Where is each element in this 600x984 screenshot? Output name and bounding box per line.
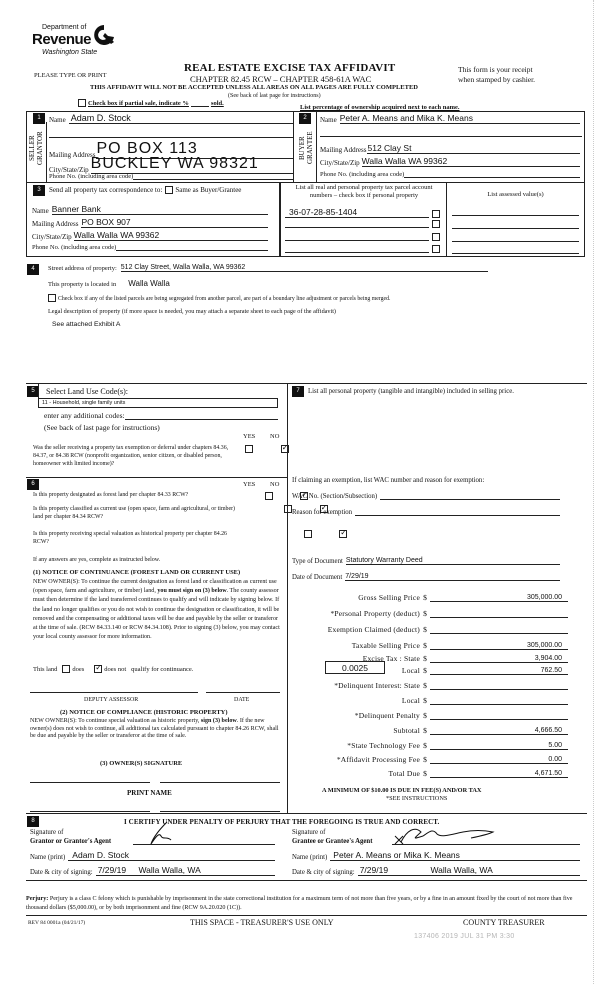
buyer-phone-field[interactable] [404, 170, 580, 178]
form-title: REAL ESTATE EXCISE TAX AFFIDAVIT [184, 62, 396, 74]
land-use-select[interactable]: 11 - Household, single family units [38, 398, 278, 408]
section-8-top-border [26, 813, 587, 814]
excise-tax-state-field[interactable]: 3,904.00 [430, 655, 568, 663]
perjury-notice: Perjury: Perjury is a class C felony which is punishable by imprisonment in the state correctional institution for a maximum term of not more than five years, or by a fine in an amount fixed by the court of not more than five thousand dollars ($5,000.00), or by both imprisonment and fine (RCW 9A.20.020 (1C)). [26, 896, 573, 911]
seller-name-field[interactable]: Adam D. Stock [69, 113, 293, 124]
deputy-assessor-label: DEPUTY ASSESSOR [84, 697, 139, 703]
additional-codes-row: enter any additional codes: [44, 411, 278, 420]
yes-header: YES [243, 433, 256, 440]
section-8-badge: 8 [27, 816, 39, 827]
partial-sale-checkbox[interactable] [78, 99, 86, 107]
buyer-name-field[interactable]: Peter A. Means and Mika K. Means [340, 113, 580, 124]
street-address-field[interactable]: 512 Clay Street, Walla Walla, WA 99362 [121, 264, 488, 272]
form-revision: REV 84 0001a (04/21/17) [28, 920, 86, 926]
historical-no-checkbox[interactable] [339, 530, 347, 538]
logo-swoosh-icon [92, 24, 116, 46]
corr-mailing-field[interactable]: PO BOX 907 [81, 217, 268, 228]
logo-line1: Department of [42, 24, 87, 31]
section-5-top-border [26, 383, 288, 384]
excise-tax-local-field[interactable]: 762.50 [430, 667, 568, 675]
see-instructions-note: *SEE INSTRUCTIONS [386, 795, 448, 802]
owner-signature-title: (3) OWNER(S) SIGNATURE [100, 760, 183, 767]
grantor-sig-label: Signature of Grantor or Grantor's Agent [30, 829, 112, 845]
delinquent-interest-local-field[interactable] [430, 696, 568, 705]
treasurer-space-label: THIS SPACE - TREASURER'S USE ONLY [190, 918, 334, 927]
doc-type-field[interactable]: Statutory Warranty Deed [346, 557, 560, 565]
delinquent-penalty-row: *Delinquent Penalty $ [290, 708, 590, 720]
parcel-number-field[interactable] [285, 245, 429, 253]
grantor-date-row: Date & city of signing: 7/29/19 Walla Walla, WA [30, 865, 275, 876]
additional-codes-field[interactable] [125, 412, 278, 420]
notice-2-body: NEW OWNER(S): To continue special valuation as historic property, sign (3) below. If the new owner(s) does not wish to continue, all additional tax calculated pursuant to chapter 84.26 RCW, shall be due and payable by the seller or transferor at the time of sale. [30, 718, 279, 739]
assessed-value-field[interactable] [452, 227, 579, 229]
partial-sale-label: Check box if partial sale, indicate % [88, 100, 189, 107]
historical-yes-checkbox[interactable] [304, 530, 312, 538]
seller-exemption-question: Was the seller receiving a property tax exemption or deferral under chapters 84.36, 84.37, or 84.38 RCW (nonprofit organization, senior citizen, or disabled person, homeowner with limited income)? [33, 445, 229, 467]
scan-edge [593, 0, 594, 984]
section-1-badge: 1 [33, 113, 45, 124]
corr-mailing-row: Mailing Address PO BOX 907 [32, 217, 268, 228]
section-7-badge: 7 [292, 386, 304, 397]
parcel-number-field[interactable]: 36-07-28-85-1404 [285, 207, 429, 218]
gross-selling-price-row: Gross Selling Price $ 305,000.00 [290, 590, 590, 602]
segregated-checkbox[interactable] [48, 294, 56, 302]
does-qualify-checkbox[interactable] [62, 665, 70, 673]
parcel-row [285, 207, 440, 218]
segregated-row: Check box if any of the listed parcels are being segregated from another parcel, are part of a boundary line adjustment or parcels being merged. [48, 294, 390, 302]
deputy-assessor-sig-field[interactable] [30, 692, 198, 693]
parcel-header: List all real and personal property tax parcel account numbers – check box if personal property [295, 184, 433, 199]
doc-date-field[interactable]: 7/29/19 [345, 573, 560, 581]
minimum-due-note: A MINIMUM OF $10.00 IS DUE IN FEE(S) AND/OR TAX [322, 787, 482, 794]
seller-divider [46, 122, 47, 182]
grantee-sig-label: Signature of Grantee or Grantee's Agent [292, 829, 373, 845]
doc-date-row: Date of Document 7/29/19 [292, 573, 560, 581]
seller-exemption-yes-checkbox[interactable] [245, 445, 253, 453]
please-type: PLEASE TYPE OR PRINT [34, 72, 107, 79]
assessor-date-field[interactable] [206, 692, 280, 693]
corr-phone-field[interactable] [116, 243, 268, 251]
current-use-question: Is this property classified as current use (open space, farm and agricultural, or timber) land per chapter 84.34 RCW? [33, 506, 236, 520]
receipt-note-1: This form is your receipt [458, 65, 533, 74]
sold-label: sold. [210, 100, 224, 107]
subtotal-field[interactable]: 4,666.50 [430, 727, 568, 735]
buyer-city-row: City/State/Zip Walla Walla WA 99362 [320, 156, 580, 167]
grantee-name-row: Name (print) Peter A. Means or Mika K. Means [292, 850, 580, 861]
partial-sale-row [78, 99, 224, 107]
print-name-field-1[interactable] [30, 811, 150, 812]
excise-tax-local-row: Local $ 762.50 [290, 663, 590, 675]
exemption-claimed-row: Exemption Claimed (deduct) $ [290, 622, 590, 634]
grantor-name-field[interactable]: Adam D. Stock [68, 850, 275, 861]
parcel-row [285, 220, 440, 228]
personal-property-checkbox[interactable] [432, 210, 440, 218]
seller-city-row: City/State/Zip BUCKLEY WA 98321 [49, 155, 293, 174]
assessed-header: List assessed value(s) [487, 191, 544, 198]
historical-question: Is this property receiving special valuation as historical property per chapter 84.26 RCW? [33, 531, 227, 545]
personal-property-checkbox[interactable] [432, 220, 440, 228]
send-to-row: Send all property tax correspondence to: Same as Buyer/Grantee [49, 186, 242, 194]
grantor-date-city-field[interactable]: 7/29/19 Walla Walla, WA [96, 865, 275, 876]
assessed-value-field[interactable] [452, 214, 579, 216]
logo-line3: Washington State [42, 49, 98, 56]
corr-city-field[interactable]: Walla Walla WA 99362 [74, 230, 268, 241]
section-5-badge: 5 [27, 386, 39, 397]
wac-field[interactable] [380, 492, 560, 500]
if-yes-note: If any answers are yes, complete as instructed below. [33, 557, 161, 563]
personal-property-checkbox[interactable] [432, 233, 440, 241]
buyer-divider [316, 111, 317, 183]
notice-1-title: (1) NOTICE OF CONTINUANCE (FOREST LAND OR CURRENT USE) [33, 569, 241, 576]
personal-property-label: List all personal property (tangible and intangible) included in selling price. [308, 388, 514, 395]
local-rate-box[interactable]: 0.0025 [325, 661, 385, 674]
buyer-grantee-label: BUYER GRANTEE [298, 131, 314, 165]
current-use-yes-checkbox[interactable] [284, 505, 292, 513]
parcel-number-field[interactable] [285, 233, 429, 241]
seller-mailing-row: Mailing Address PO BOX 113 [49, 140, 293, 159]
continuance-row: This land does ✓ does not qualify for continuance. [33, 665, 193, 673]
corr-city-row: City/State/Zip Walla Walla WA 99362 [32, 230, 268, 241]
does-not-qualify-checkbox[interactable] [94, 665, 102, 673]
buyer-mailing-row: Mailing Address 512 Clay St [320, 143, 580, 154]
form-subtitle: CHAPTER 82.45 RCW – CHAPTER 458-61A WAC [190, 74, 372, 84]
see-back-note: (See back of last page for instructions) [228, 93, 321, 99]
county-treasurer-label: COUNTY TREASURER [463, 918, 545, 927]
forest-land-yes-checkbox[interactable] [265, 492, 273, 500]
legal-desc-field[interactable]: See attached Exhibit A [52, 321, 121, 328]
state-technology-fee-field[interactable]: 5.00 [430, 742, 568, 750]
street-row: Street address of property: 512 Clay Street, Walla Walla, WA 99362 [48, 264, 488, 272]
taxable-selling-price-row: Taxable Selling Price $ 305,000.00 [290, 638, 590, 650]
receipt-note-2: when stamped by cashier. [458, 75, 536, 84]
owner-signature-field-1[interactable] [30, 782, 150, 783]
assessor-date-label: DATE [234, 697, 250, 703]
buyer-name-row: Name Peter A. Means and Mika K. Means [320, 113, 580, 124]
grantee-name-field[interactable]: Peter A. Means or Mika K. Means [330, 850, 580, 861]
personal-property-deduct-field[interactable] [430, 609, 568, 618]
section-6-badge: 6 [27, 479, 39, 490]
reason-row: Reason for exemption [292, 508, 560, 516]
excise-tax-state-row: Excise Tax : State $ 3,904.00 [290, 651, 590, 663]
delinquent-penalty-field[interactable] [430, 711, 568, 720]
grantor-signature-icon [145, 820, 185, 846]
s6-yes-header: YES [243, 481, 256, 488]
form-warning: THIS AFFIDAVIT WILL NOT BE ACCEPTED UNLESS ALL AREAS ON ALL PAGES ARE FULLY COMPLETED [90, 84, 418, 91]
seller-mailing-field[interactable]: PO BOX 113 [96, 140, 293, 159]
state-technology-fee-row: *State Technology Fee $ 5.00 [290, 738, 590, 750]
total-due-row: Total Due $ 4,671.50 [290, 766, 590, 778]
legal-desc-label: Legal description of property (if more space is needed, you may attach a separate sheet to each page of the affidavit) [48, 308, 336, 315]
partial-sale-percent[interactable] [191, 106, 209, 107]
land-use-title: Select Land Use Code(s): [46, 387, 128, 396]
seller-name-row: Name Adam D. Stock [49, 113, 293, 124]
parcel-number-field[interactable] [285, 220, 429, 228]
affidavit-processing-fee-field[interactable]: 0.00 [430, 756, 568, 764]
assessed-value-field[interactable] [452, 240, 579, 242]
total-due-field[interactable]: 4,671.50 [430, 770, 568, 778]
assessed-value-field[interactable] [452, 252, 579, 254]
section-8-bottom-border [26, 880, 587, 881]
subtotal-row: Subtotal $ 4,666.50 [290, 723, 590, 735]
corr-name-field[interactable]: Banner Bank [52, 204, 268, 215]
grantor-name-row: Name (print) Adam D. Stock [30, 850, 275, 861]
column-divider [287, 383, 288, 813]
section-6-top-border [26, 477, 288, 478]
owner-signature-field-2[interactable] [160, 782, 280, 783]
taxable-selling-price-field[interactable]: 305,000.00 [430, 642, 568, 650]
logo-line2: Revenue [32, 31, 92, 48]
exemption-claim-label: If claiming an exemption, list WAC number and reason for exemption: [292, 477, 485, 484]
gross-selling-price-field[interactable]: 305,000.00 [430, 594, 568, 602]
treasurer-stamp: 137406 2019 JUL 31 PM 3:30 [414, 933, 515, 940]
seller-grantor-label: SELLER GRANTOR [28, 131, 44, 165]
exemption-claimed-field[interactable] [430, 625, 568, 634]
grantee-date-row: Date & city of signing: 7/29/19 Walla Walla, WA [292, 865, 580, 876]
buyer-mailing-field[interactable]: 512 Clay St [367, 143, 580, 154]
seller-phone-field[interactable] [133, 172, 293, 180]
grantee-date-city-field[interactable]: 7/29/19 Walla Walla, WA [358, 865, 580, 876]
corr-phone-row: Phone No. (including area code) [32, 243, 268, 251]
doc-type-row: Type of Document Statutory Warranty Deed [292, 557, 560, 565]
no-header: NO [270, 433, 280, 440]
ownership-note: List percentage of ownership acquired next to each name. [300, 104, 460, 111]
notice-2-title: (2) NOTICE OF COMPLIANCE (HISTORIC PROPERTY) [60, 709, 228, 716]
delinquent-interest-state-row: *Delinquent Interest: State $ [290, 678, 590, 690]
delinquent-interest-local-row: Local $ [290, 693, 590, 705]
buyer-phone-row: Phone No. (including area code) [320, 170, 580, 178]
buyer-name2-field[interactable] [320, 136, 582, 137]
print-name-field-2[interactable] [160, 811, 280, 812]
same-as-buyer-checkbox[interactable] [165, 186, 173, 194]
delinquent-interest-state-field[interactable] [430, 681, 568, 690]
reason-field[interactable] [355, 508, 560, 516]
located-in-field[interactable]: Walla Walla [128, 279, 170, 288]
parcel-row [285, 245, 440, 253]
footer-divider [26, 915, 587, 916]
notice-1-body: NEW OWNER(S): To continue the current designation as forest land or classification as current use (open space, farm and agriculture, or timber) land, you must sign on (3) below. The county assessor must then determine if the land transferred continues to qualify and will indicate by signing below. If the land no longer qualifies or you do not wish to continue the designation or classification, it will be removed and the compensating or additional taxes will be due and payable by the seller or transferor at the time of sale. (RCW 84.33.140 or RCW 84.34.108). Prior to signing (3) below, you may contact your local county assessor for more information. [33, 579, 280, 641]
section-2-badge: 2 [299, 113, 311, 124]
wac-row: WAC No. (Section/Subsection) [292, 492, 560, 500]
print-name-title: PRINT NAME [127, 789, 172, 797]
located-row: This property is located in Walla Walla [48, 279, 170, 288]
dor-logo [30, 24, 120, 64]
certify-statement: I CERTIFY UNDER PENALTY OF PERJURY THAT THE FOREGOING IS TRUE AND CORRECT. [124, 818, 440, 826]
section-4-badge: 4 [27, 264, 39, 275]
personal-property-field[interactable] [300, 410, 580, 470]
personal-property-checkbox[interactable] [432, 245, 440, 253]
forest-land-question: Is this property designated as forest land per chapter 84.33 RCW? [33, 492, 189, 498]
parcel-row [285, 233, 440, 241]
grantee-signature-icon [393, 826, 503, 846]
seller-name2-field[interactable] [49, 137, 293, 138]
personal-property-deduct-row: *Personal Property (deduct) $ [290, 606, 590, 618]
land-use-see-back: (See back of last page for instructions) [44, 423, 160, 432]
buyer-city-field[interactable]: Walla Walla WA 99362 [362, 156, 580, 167]
seller-city-field[interactable]: BUCKLEY WA 98321 [91, 155, 293, 174]
affidavit-processing-fee-row: *Affidavit Processing Fee $ 0.00 [290, 752, 590, 764]
corr-name-row: Name Banner Bank [32, 204, 268, 215]
section-7-top-border [287, 383, 587, 384]
s6-no-header: NO [270, 481, 280, 488]
seller-phone-row: Phone No. (including area code) [49, 172, 293, 180]
section-3-badge: 3 [33, 185, 45, 196]
